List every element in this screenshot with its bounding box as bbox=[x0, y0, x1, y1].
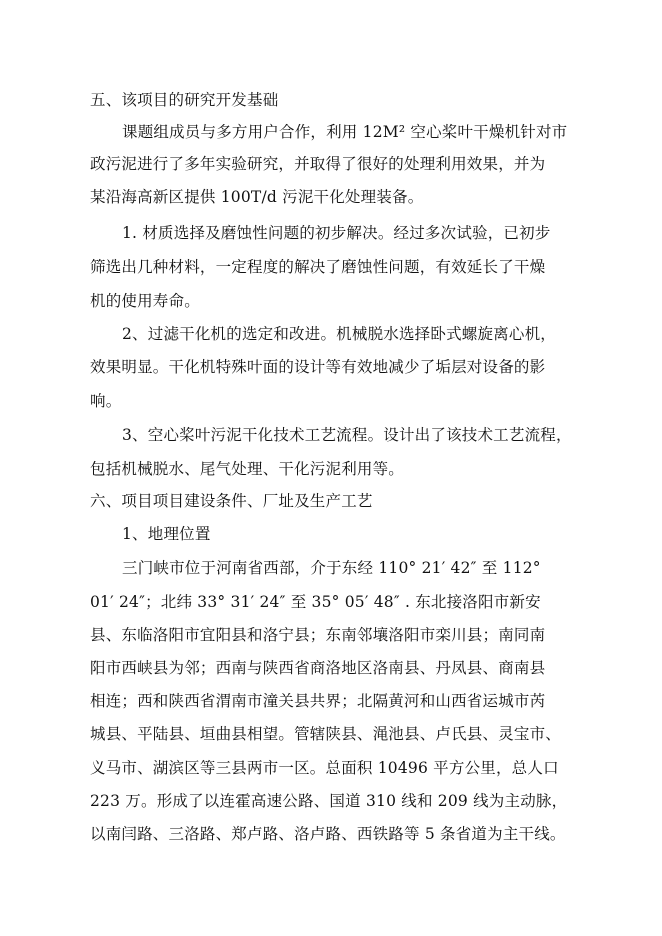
section-6-body-line-4: 阳市西峡县为邻；西南与陕西省商洛地区洛南县、丹凤县、商南县 bbox=[90, 659, 546, 677]
section-5-intro-line-1: 课题组成员与多方用户合作，利用 12M² 空心桨叶干燥机针对市 bbox=[122, 123, 568, 141]
section-6-heading: 六、项目项目建设条件、厂址及生产工艺 bbox=[90, 492, 373, 510]
item-2-line-2: 效果明显。干化机特殊叶面的设计等有效地减少了垢层对设备的影 bbox=[90, 358, 546, 376]
section-6-body-line-2: 01′ 24″；北纬 33° 31′ 24″ 至 35° 05′ 48″ . 东北接洛阳市新安 bbox=[90, 593, 541, 611]
section-6-subheading: 1、地理位置 bbox=[122, 525, 211, 543]
section-5-intro-line-2: 政污泥进行了多年实验研究，并取得了很好的处理利用效果，并为 bbox=[90, 155, 546, 173]
section-6-body-line-1: 三门峡市位于河南省西部，介于东经 110° 21′ 42″ 至 112° bbox=[122, 559, 541, 577]
item-3-line-2: 包括机械脱水、尾气处理、干化污泥利用等。 bbox=[90, 460, 405, 478]
section-6-body-line-5: 相连；西和陕西省渭南市潼关县共界；北隔黄河和山西省运城市芮 bbox=[90, 692, 546, 710]
section-6-body-line-3: 县、东临洛阳市宜阳县和洛宁县；东南邻壤洛阳市栾川县；南同南 bbox=[90, 626, 546, 644]
section-6-body-line-7: 义马市、湖滨区等三县两市一区。总面积 10496 平方公里，总人口 bbox=[90, 759, 559, 777]
section-6-body-line-6: 城县、平陆县、垣曲县相望。管辖陕县、渑池县、卢氏县、灵宝市、 bbox=[90, 725, 562, 743]
section-5-heading: 五、该项目的研究开发基础 bbox=[90, 91, 279, 109]
section-6-body-line-8: 223 万。形成了以连霍高速公路、国道 310 线和 209 线为主动脉， bbox=[90, 792, 568, 810]
item-2-line-1: 2、过滤干化机的选定和改进。机械脱水选择卧式螺旋离心机， bbox=[122, 325, 556, 343]
item-1-line-3: 机的使用寿命。 bbox=[90, 292, 200, 310]
item-2-line-3: 响。 bbox=[90, 392, 122, 410]
section-5-intro-line-3: 某沿海高新区提供 100T/d 污泥干化处理装备。 bbox=[90, 188, 424, 206]
item-1-line-2: 筛选出几种材料，一定程度的解决了磨蚀性问题，有效延长了干燥 bbox=[90, 258, 546, 276]
section-6-body-line-9: 以南闫路、三洛路、郑卢路、洛卢路、西铁路等 5 条省道为主干线。 bbox=[90, 825, 566, 843]
item-1-line-1: 1. 材质选择及磨蚀性问题的初步解决。经过多次试验，已初步 bbox=[122, 224, 551, 242]
item-3-line-1: 3、空心桨叶污泥干化技术工艺流程。设计出了该技术工艺流程， bbox=[122, 426, 572, 444]
